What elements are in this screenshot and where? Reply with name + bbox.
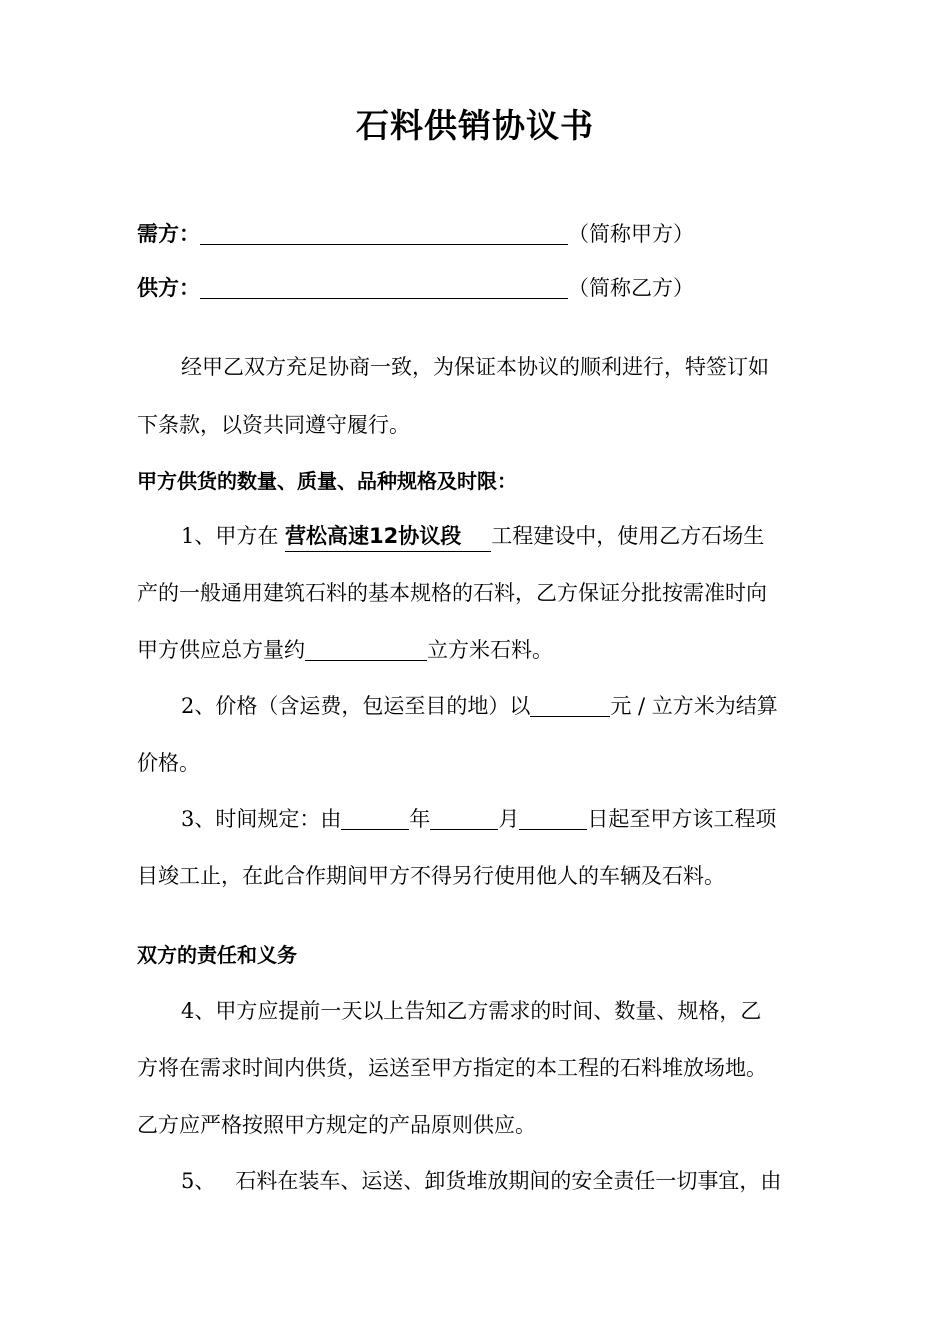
clause-4-line-1: 4、甲方应提前一天以上告知乙方需求的时间、数量、规格，乙 (181, 999, 762, 1023)
clause-1-prefix: 1、甲方在 (181, 524, 286, 548)
clause-3-suffix: 日起至甲方该工程项 (587, 807, 777, 831)
clause-5-line-1 (137, 1166, 861, 1196)
party-b-suffix: （简称乙方） (568, 276, 694, 300)
month-blank[interactable] (430, 807, 498, 830)
party-a-suffix: （简称甲方） (568, 222, 694, 246)
clause-1-line-3 (137, 635, 817, 665)
intro-line-2: 下条款，以资共同遵守履行。 (137, 413, 410, 437)
section-2-heading: 双方的责任和义务 (137, 943, 297, 967)
year-blank[interactable] (341, 807, 409, 830)
clause-2-suffix: 元 / 立方米为结算 (610, 694, 778, 718)
intro-line-1: 经甲乙双方充足协商一致，为保证本协议的顺利进行，特签订如 (181, 355, 769, 379)
party-b-blank[interactable] (200, 276, 568, 299)
clause-1-line-3-suffix: 立方米石料。 (427, 638, 553, 662)
clause-5-text: 石料在装车、运送、卸货堆放期间的安全责任一切事宜，由 (235, 1169, 782, 1193)
price-blank[interactable] (530, 694, 610, 717)
party-a-label: 需方： (137, 222, 200, 246)
clause-5-number: 5、 (181, 1169, 216, 1193)
clause-4-line-2: 方将在需求时间内供货，运送至甲方指定的本工程的石料堆放场地。 (137, 1056, 767, 1080)
day-blank[interactable] (519, 807, 587, 830)
clause-1-suffix: 工程建设中，使用乙方石场生 (491, 524, 765, 548)
document-title: 石料供销协议书 (356, 106, 594, 145)
clause-3-line-2: 目竣工止，在此合作期间甲方不得另行使用他人的车辆及石料。 (137, 864, 725, 888)
party-b-label: 供方： (137, 276, 200, 300)
clause-1-project: 营松高速12协议段 (285, 521, 491, 552)
clause-2-prefix: 2、价格（含运费，包运至目的地）以 (181, 694, 531, 718)
clause-3-month: 月 (498, 807, 520, 831)
clause-1-line-3-prefix: 甲方供应总方量约 (137, 638, 305, 662)
clause-3-prefix: 3、时间规定：由 (181, 807, 342, 831)
clause-1-line-2: 产的一般通用建筑石料的基本规格的石料，乙方保证分批按需准时向 (137, 581, 767, 605)
party-a-blank[interactable] (200, 222, 568, 245)
total-volume-blank[interactable] (305, 638, 427, 661)
clause-3-line-1 (137, 804, 861, 834)
clause-4-line-3: 乙方应严格按照甲方规定的产品原则供应。 (137, 1113, 536, 1137)
clause-1-line-1 (137, 521, 861, 552)
clause-2-line-1 (137, 691, 861, 721)
section-1-heading: 甲方供货的数量、质量、品种规格及时限： (137, 469, 517, 493)
clause-2-line-2: 价格。 (137, 751, 200, 775)
party-a-line (137, 219, 817, 249)
party-b-line (137, 273, 817, 303)
clause-3-year: 年 (409, 807, 431, 831)
